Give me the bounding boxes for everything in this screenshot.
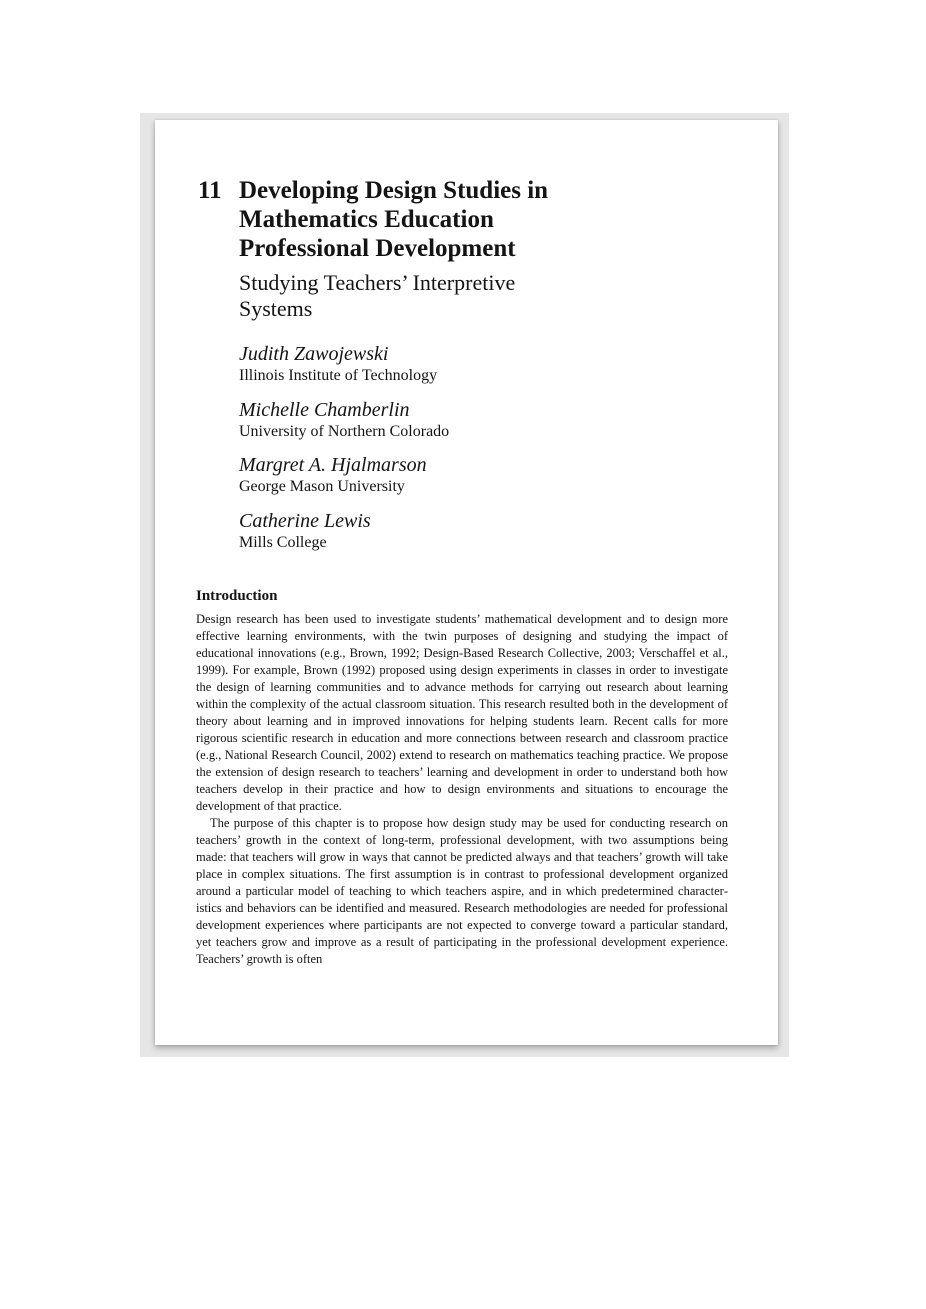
author-name: Michelle Chamberlin: [239, 399, 410, 421]
chapter-subtitle: Studying Teachers’ Interpretive Systems: [239, 270, 516, 321]
author-block: [239, 342, 619, 386]
author-name: Margret A. Hjalmarson: [239, 454, 427, 476]
chapter-number: 11: [198, 177, 222, 204]
author-block: [239, 398, 619, 442]
chapter-title: Developing Design Studies in Mathematics Education Professional Development: [239, 177, 549, 262]
author-name: Catherine Lewis: [239, 510, 371, 532]
author-block: [239, 453, 619, 497]
author-affiliation: George Mason University: [239, 478, 405, 495]
book-page: [155, 120, 778, 1045]
body-paragraph: Design research has been used to investigate students’ mathematical development and to design more effective learning environments, with the twin purposes of designing and studying the impact of educational innovations (e.g., Brown, 1992; Design-Based Research Collective, 2003; Verschaffel et al., 1999). For example, Brown (1992) proposed using design experiments in classes in order to investigate the design of learning communities and to advance methods for carrying out research about learning within the complexity of the actual classroom situation. This research resulted both in the development of theory about learning and in improved innovations for helping students learn. Recent calls for more rigorous scientific research in education and more connections between research and classroom practice (e.g., National Research Council, 2002) extend to research on mathematics teaching practice. We propose the extension of design research to teachers’ learning and development in order to understand both how teachers develop in their practice and how to design environments and situations to encourage the development of that practice.: [196, 612, 728, 813]
author-affiliation: Illinois Institute of Technology: [239, 367, 438, 384]
author-affiliation: Mills College: [239, 534, 327, 551]
author-name: Judith Zawojewski: [239, 343, 389, 365]
author-affiliation: University of Northern Colorado: [239, 423, 450, 440]
body-paragraph: The purpose of this chapter is to propose how design study may be used for conducting research on teachers’ growth in the context of long-term, professional development, with two assumptions being made: that teachers will grow in ways that cannot be predicted always and that teachers’ growth will take place in complex situations. The first assumption is in contrast to professional development organized around a particular model of teaching to which teachers aspire, and in which predetermined characteristics and behaviors can be identified and measured. Research methodologies are needed for professional development experiences where participants are not expected to converge toward a particular standard, yet teachers grow and improve as a result of participating in the professional development experience. Teachers’ growth is often: [196, 816, 728, 966]
section-heading: Introduction: [196, 588, 278, 604]
author-block: [239, 509, 619, 553]
body-text: [196, 611, 728, 968]
